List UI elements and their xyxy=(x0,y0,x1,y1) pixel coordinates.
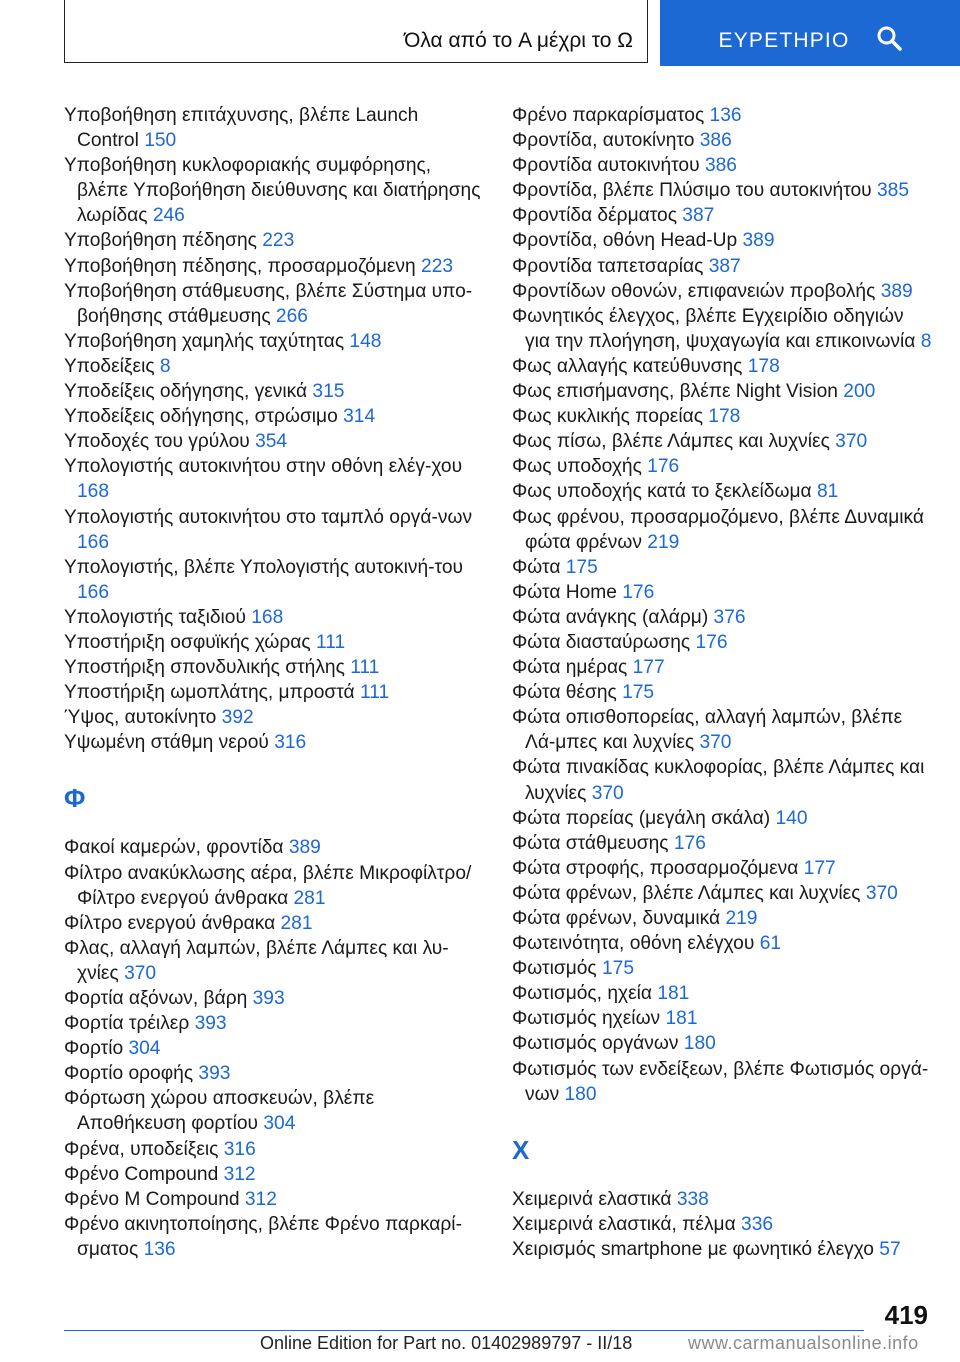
index-entry xyxy=(512,981,932,1006)
index-entry xyxy=(64,1137,484,1162)
index-entry-text: Φωτισμός xyxy=(512,958,603,980)
index-entry xyxy=(64,1187,484,1212)
index-entry xyxy=(64,354,484,379)
index-entry-text: Φως υποδοχής κατά το ξεκλείδωμα xyxy=(512,481,817,503)
index-entry xyxy=(64,454,484,504)
index-page-link[interactable]: 175 xyxy=(602,958,635,980)
index-entry-text: Φως αλλαγής κατεύθυνσης xyxy=(512,355,748,377)
index-entry-text: Υποβοήθηση επιτάχυνσης, βλέπε Launch Control xyxy=(64,105,419,152)
index-page-link[interactable]: 281 xyxy=(293,887,326,909)
index-page-link[interactable]: 392 xyxy=(221,707,254,729)
index-page-link[interactable]: 175 xyxy=(565,556,598,578)
index-entry xyxy=(512,128,932,153)
index-entry xyxy=(64,379,484,404)
index-entry xyxy=(512,931,932,956)
index-page-link[interactable]: 57 xyxy=(879,1238,901,1260)
index-entry-text: Φώτα Home xyxy=(512,581,623,603)
index-entry xyxy=(64,1212,484,1262)
index-group-phi-continued xyxy=(512,103,932,1107)
index-entry-text: Φρένο Compound xyxy=(64,1163,224,1185)
index-entry-text: Φως φρένου, προσαρμοζόμενο, βλέπε Δυναμικά φώτα φρένων xyxy=(512,506,924,553)
index-entry xyxy=(64,505,484,555)
index-page-link[interactable]: 370 xyxy=(591,782,624,804)
index-page-link[interactable]: 370 xyxy=(835,431,868,453)
index-entry-text: Φρένα, υποδείξεις xyxy=(64,1138,224,1160)
index-entry-text: Φορτίο xyxy=(64,1038,129,1060)
index-entry-text: Υπολογιστής ταξιδιού xyxy=(64,606,252,628)
index-page-link[interactable]: 316 xyxy=(274,732,307,754)
index-entry-text: Φίλτρο ανακύκλωσης αέρα, βλέπε Μικροφίλτρο/ Φίλτρο ενεργού άνθρακα xyxy=(64,862,472,909)
index-entry xyxy=(512,429,932,454)
index-entry xyxy=(64,680,484,705)
index-entry-text: Φορτία τρέιλερ xyxy=(64,1013,195,1035)
index-page-link[interactable]: 140 xyxy=(775,807,808,829)
index-page-link[interactable]: 266 xyxy=(275,305,308,327)
index-entry-text: Φωτεινότητα, οθόνη ελέγχου xyxy=(512,933,760,955)
index-entry-text: Υποστήριξη σπονδυλικής στήλης xyxy=(64,657,351,679)
index-entry xyxy=(512,304,932,354)
index-entry xyxy=(512,354,932,379)
index-entry-text: Φρένο παρκαρίσματος xyxy=(512,105,710,126)
index-page-link[interactable]: 8 xyxy=(920,330,932,352)
index-page-link[interactable]: 176 xyxy=(695,631,728,653)
index-page-link[interactable]: 176 xyxy=(673,832,706,854)
index-page-link[interactable]: 393 xyxy=(198,1063,231,1085)
index-entry-text: Φώτα xyxy=(512,556,566,578)
index-entry-text: Φώτα ανάγκης (αλάρμ) xyxy=(512,606,714,628)
index-entry-text: Χειμερινά ελαστικά, πέλμα xyxy=(512,1213,742,1235)
index-page-link[interactable]: 166 xyxy=(77,531,110,553)
index-entry xyxy=(512,856,932,881)
index-entry-text: Υπολογιστής, βλέπε Υπολογιστής αυτοκινή-του xyxy=(64,556,463,578)
index-entry xyxy=(512,153,932,178)
index-entry xyxy=(512,806,932,831)
index-entry xyxy=(512,228,932,253)
index-entry xyxy=(512,906,932,931)
index-entry-text: Υπολογιστής αυτοκινήτου στην οθόνη ελέγ-χου xyxy=(64,456,463,478)
index-entry-text: Φρένο M Compound xyxy=(64,1188,245,1210)
index-entry xyxy=(64,228,484,253)
index-entry xyxy=(64,1162,484,1187)
index-page-link[interactable]: 389 xyxy=(880,280,913,302)
index-page-link[interactable]: 387 xyxy=(708,255,741,277)
index-entry xyxy=(512,454,932,479)
index-entry xyxy=(64,279,484,329)
index-entry-text: Φωτισμός ηχείων xyxy=(512,1008,666,1030)
index-entry xyxy=(64,936,484,986)
index-entry-text: Φώτα πινακίδας κυκλοφορίας, βλέπε Λάμπες και λυχνίες xyxy=(512,757,925,804)
index-entry-text: Υποδείξεις οδήγησης, στρώσιμο xyxy=(64,406,344,428)
index-entry xyxy=(64,1061,484,1086)
index-entry-text: Υπολογιστής αυτοκινήτου στο ταμπλό οργά-νων xyxy=(64,506,473,528)
index-page-link[interactable]: 150 xyxy=(144,130,177,152)
index-entry-text: Υποδείξεις xyxy=(64,355,160,377)
index-page-link[interactable]: 177 xyxy=(632,657,665,679)
index-entry-text: Υποστήριξη οσφυϊκής χώρας xyxy=(64,631,316,653)
index-entry-text: Χειρισμός smartphone με φωνητικό έλεγχο xyxy=(512,1238,880,1260)
index-page-link[interactable]: 312 xyxy=(244,1188,277,1210)
index-entry xyxy=(512,1006,932,1031)
index-entry-text: Φωνητικός έλεγχος, βλέπε Εγχειρίδιο οδηγιών για την πλοήγηση, ψυχαγωγία και επικοινωνία xyxy=(512,305,921,352)
index-entry xyxy=(512,1187,932,1212)
index-page-link[interactable]: 219 xyxy=(725,908,758,929)
index-page-link[interactable]: 166 xyxy=(77,581,110,603)
index-page-link[interactable]: 246 xyxy=(152,205,185,227)
index-entry xyxy=(64,1011,484,1036)
index-page-link[interactable]: 181 xyxy=(657,983,690,1005)
index-page-link[interactable]: 178 xyxy=(747,355,780,377)
index-entry xyxy=(512,1237,932,1262)
index-page-link[interactable]: 281 xyxy=(280,912,313,934)
index-page-link[interactable]: 111 xyxy=(315,631,346,653)
index-entry-text: Φροντίδα, οθόνη Head-Up xyxy=(512,230,743,252)
index-entry xyxy=(512,279,932,304)
index-entry xyxy=(64,329,484,354)
index-group-upsilon xyxy=(64,103,484,755)
index-entry xyxy=(512,479,932,504)
index-entry-text: Φροντίδα, αυτοκίνητο xyxy=(512,130,700,152)
index-page-link[interactable]: 175 xyxy=(622,682,655,704)
index-entry-text: Φορτία αξόνων, βάρη xyxy=(64,988,253,1009)
index-page-link[interactable]: 314 xyxy=(343,406,376,428)
index-entry-text: Φώτα διασταύρωσης xyxy=(512,631,696,653)
index-entry-text: Φως επισήμανσης, βλέπε Night Vision xyxy=(512,381,844,403)
header-chapter-title: Όλα από το A μέχρι το Ω xyxy=(404,29,633,52)
index-page-link[interactable]: 312 xyxy=(223,1163,256,1185)
index-entry xyxy=(64,404,484,429)
index-page-link[interactable]: 389 xyxy=(288,837,321,859)
index-letter-heading: Φ xyxy=(64,783,86,814)
index-entry xyxy=(512,881,932,906)
index-page-link[interactable]: 61 xyxy=(759,933,782,955)
index-page-link[interactable]: 148 xyxy=(349,330,382,352)
index-entry xyxy=(512,755,932,805)
index-entry-text: Φίλτρο ενεργού άνθρακα xyxy=(64,912,281,934)
index-entry xyxy=(512,630,932,655)
index-entry-text: Φροντίδα δέρματος xyxy=(512,205,683,227)
index-page-link[interactable]: 180 xyxy=(564,1083,597,1105)
index-entry-text: Φροντίδων οθονών, επιφανειών προβολής xyxy=(512,280,881,302)
index-entry xyxy=(64,605,484,630)
index-page-link[interactable]: 136 xyxy=(143,1238,176,1260)
index-entry xyxy=(512,203,932,228)
index-entry xyxy=(64,861,484,911)
index-page-link[interactable]: 180 xyxy=(683,1033,716,1055)
index-entry-text: Φρένο ακινητοποίησης, βλέπε Φρένο παρκαρί-σματος xyxy=(64,1213,462,1260)
index-page-link[interactable]: 370 xyxy=(699,732,732,754)
index-page-link[interactable]: 136 xyxy=(709,105,742,126)
index-entry xyxy=(512,655,932,680)
index-entry-text: Φώτα φρένων, βλέπε Λάμπες και λυχνίες xyxy=(512,882,866,904)
index-page-link[interactable]: 168 xyxy=(251,606,284,628)
index-entry-text: Φλας, αλλαγή λαμπών, βλέπε Λάμπες και λυ-χνίες xyxy=(64,937,449,984)
index-entry xyxy=(512,580,932,605)
index-entry-text: Υποστήριξη ωμοπλάτης, μπροστά xyxy=(64,682,360,704)
index-entry xyxy=(512,1057,932,1107)
index-page-link[interactable]: 354 xyxy=(255,431,288,453)
index-entry-text: Φροντίδα ταπετσαρίας xyxy=(512,255,709,277)
header-index-tab[interactable] xyxy=(660,0,960,66)
index-entry xyxy=(512,379,932,404)
index-entry-text: Υποβοήθηση χαμηλής ταχύτητας xyxy=(64,330,350,352)
index-page-link[interactable]: 316 xyxy=(223,1138,256,1160)
index-page-link[interactable]: 177 xyxy=(803,857,836,879)
index-entry-text: Φόρτωση χώρου αποσκευών, βλέπε Αποθήκευση φορτίου xyxy=(64,1088,375,1135)
index-page-link[interactable]: 393 xyxy=(252,988,285,1009)
index-entry-text: Φροντίδα αυτοκινήτου xyxy=(512,155,705,177)
index-entry-text: Φωτισμός των ενδείξεων, βλέπε Φωτισμός οργά-νων xyxy=(512,1058,929,1105)
index-page-link[interactable]: 168 xyxy=(77,481,110,503)
index-entry-text: Υποβοήθηση πέδησης, προσαρμοζόμενη xyxy=(64,255,422,277)
index-page-link[interactable]: 111 xyxy=(359,682,390,704)
watermark: www.carmanualsonline.info xyxy=(688,1333,919,1353)
index-page-link[interactable]: 176 xyxy=(647,456,680,478)
index-entry-text: Φώτα οπισθοπορείας, αλλαγή λαμπών, βλέπε Λά-μπες και λυχνίες xyxy=(512,707,903,754)
index-entry-text: Φωτισμός, ηχεία xyxy=(512,983,658,1005)
index-entry-text: Υποβοήθηση στάθμευσης, βλέπε Σύστημα υπο-βοήθησης στάθμευσης xyxy=(64,280,473,327)
index-page-link[interactable]: 338 xyxy=(676,1188,709,1210)
index-page-link[interactable]: 393 xyxy=(194,1013,227,1035)
index-entry xyxy=(64,103,484,153)
index-group-chi xyxy=(512,1187,932,1262)
index-entry-text: Φορτίο οροφής xyxy=(64,1063,199,1085)
index-entry-text: Φώτα πορείας (μεγάλη σκάλα) xyxy=(512,807,776,829)
index-page-link[interactable]: 389 xyxy=(742,230,775,252)
index-page-link[interactable]: 385 xyxy=(877,180,910,202)
index-entry xyxy=(64,153,484,228)
page-number: 419 xyxy=(884,1300,928,1330)
index-entry-text: Φώτα στάθμευσης xyxy=(512,832,674,854)
index-entry xyxy=(512,831,932,856)
index-entry xyxy=(512,254,932,279)
index-entry-text: Υποβοήθηση κυκλοφοριακής συμφόρησης, βλέπε Υποβοήθηση διεύθυνσης και διατήρησης λωρίδας xyxy=(64,155,481,227)
index-entry-text: Φως πίσω, βλέπε Λάμπες και λυχνίες xyxy=(512,431,836,453)
index-entry-text: Φώτα φρένων, δυναμικά xyxy=(512,908,726,929)
index-page-link[interactable]: 386 xyxy=(699,130,732,152)
index-page-link[interactable]: 111 xyxy=(350,657,380,679)
footer-divider xyxy=(64,1330,864,1331)
index-entry xyxy=(64,986,484,1011)
index-entry-text: Φροντίδα, βλέπε Πλύσιμο του αυτοκινήτου xyxy=(512,180,878,202)
index-entry-text: Υποδοχές του γρύλου xyxy=(64,431,256,453)
index-entry-text: Υψωμένη στάθμη νερού xyxy=(64,732,275,754)
index-entry xyxy=(512,705,932,755)
index-entry xyxy=(512,1031,932,1056)
index-page-link[interactable]: 370 xyxy=(124,962,157,984)
index-entry-text: Φακοί καμερών, φροντίδα xyxy=(64,837,289,859)
index-entry xyxy=(512,680,932,705)
index-page-link[interactable]: 304 xyxy=(263,1113,296,1135)
index-entry xyxy=(64,705,484,730)
index-page-link[interactable]: 8 xyxy=(159,355,171,377)
index-page-link[interactable]: 386 xyxy=(704,155,737,177)
index-entry xyxy=(64,630,484,655)
index-page-link[interactable]: 376 xyxy=(713,606,746,628)
index-entry-text: Χειμερινά ελαστικά xyxy=(512,1188,677,1210)
index-entry xyxy=(512,956,932,981)
index-entry xyxy=(512,404,932,429)
index-entry-text: Φωτισμός οργάνων xyxy=(512,1033,684,1055)
index-page-link[interactable]: 178 xyxy=(708,406,741,428)
index-entry xyxy=(64,1086,484,1136)
index-entry xyxy=(64,555,484,605)
index-page-link[interactable]: 181 xyxy=(665,1008,698,1030)
search-icon[interactable] xyxy=(876,25,902,57)
index-entry xyxy=(512,178,932,203)
index-entry-text: Υποδείξεις οδήγησης, γενικά xyxy=(64,381,313,403)
index-page-link[interactable]: 223 xyxy=(262,230,295,252)
index-page-link[interactable]: 315 xyxy=(312,381,345,403)
index-entry xyxy=(512,605,932,630)
index-entry-text: Υποβοήθηση πέδησης xyxy=(64,230,263,252)
index-entry xyxy=(64,911,484,936)
index-entry xyxy=(64,835,484,860)
index-entry-text: Φώτα ημέρας xyxy=(512,657,633,679)
index-entry xyxy=(64,730,484,755)
index-page-link[interactable]: 387 xyxy=(682,205,715,227)
index-letter-heading: Χ xyxy=(512,1134,530,1165)
index-column-left xyxy=(64,103,484,1262)
header-chapter-tab[interactable] xyxy=(64,0,648,63)
index-entry xyxy=(64,1036,484,1061)
index-page-link[interactable]: 81 xyxy=(816,481,839,503)
index-entry-text: Φώτα θέσης xyxy=(512,682,623,704)
index-group-phi xyxy=(64,835,484,1262)
footer-edition: Online Edition for Part no. 01402989797 - II/18 xyxy=(260,1333,633,1353)
index-page-link[interactable]: 336 xyxy=(741,1213,774,1235)
index-entry xyxy=(512,103,932,128)
index-entry xyxy=(64,655,484,680)
index-entry-text: Ύψος, αυτοκίνητο xyxy=(64,707,222,729)
index-entry-text: Φως υποδοχής xyxy=(512,456,648,478)
index-entry-text: Φως κυκλικής πορείας xyxy=(512,406,709,428)
index-entry xyxy=(512,555,932,580)
header-index-title: ΕΥΡΕΤΗΡΙΟ xyxy=(718,29,850,52)
index-entry xyxy=(64,429,484,454)
index-page-link[interactable]: 304 xyxy=(128,1038,161,1060)
index-page-link[interactable]: 370 xyxy=(865,882,898,904)
index-page-link[interactable]: 223 xyxy=(421,255,454,277)
index-page-link[interactable]: 200 xyxy=(843,381,876,403)
index-column-right xyxy=(512,103,932,1262)
index-page-link[interactable]: 176 xyxy=(622,581,655,603)
index-entry xyxy=(64,254,484,279)
index-entry xyxy=(512,505,932,555)
index-entry xyxy=(512,1212,932,1237)
index-page-link[interactable]: 219 xyxy=(647,531,680,553)
index-entry-text: Φώτα στροφής, προσαρμοζόμενα xyxy=(512,857,804,879)
